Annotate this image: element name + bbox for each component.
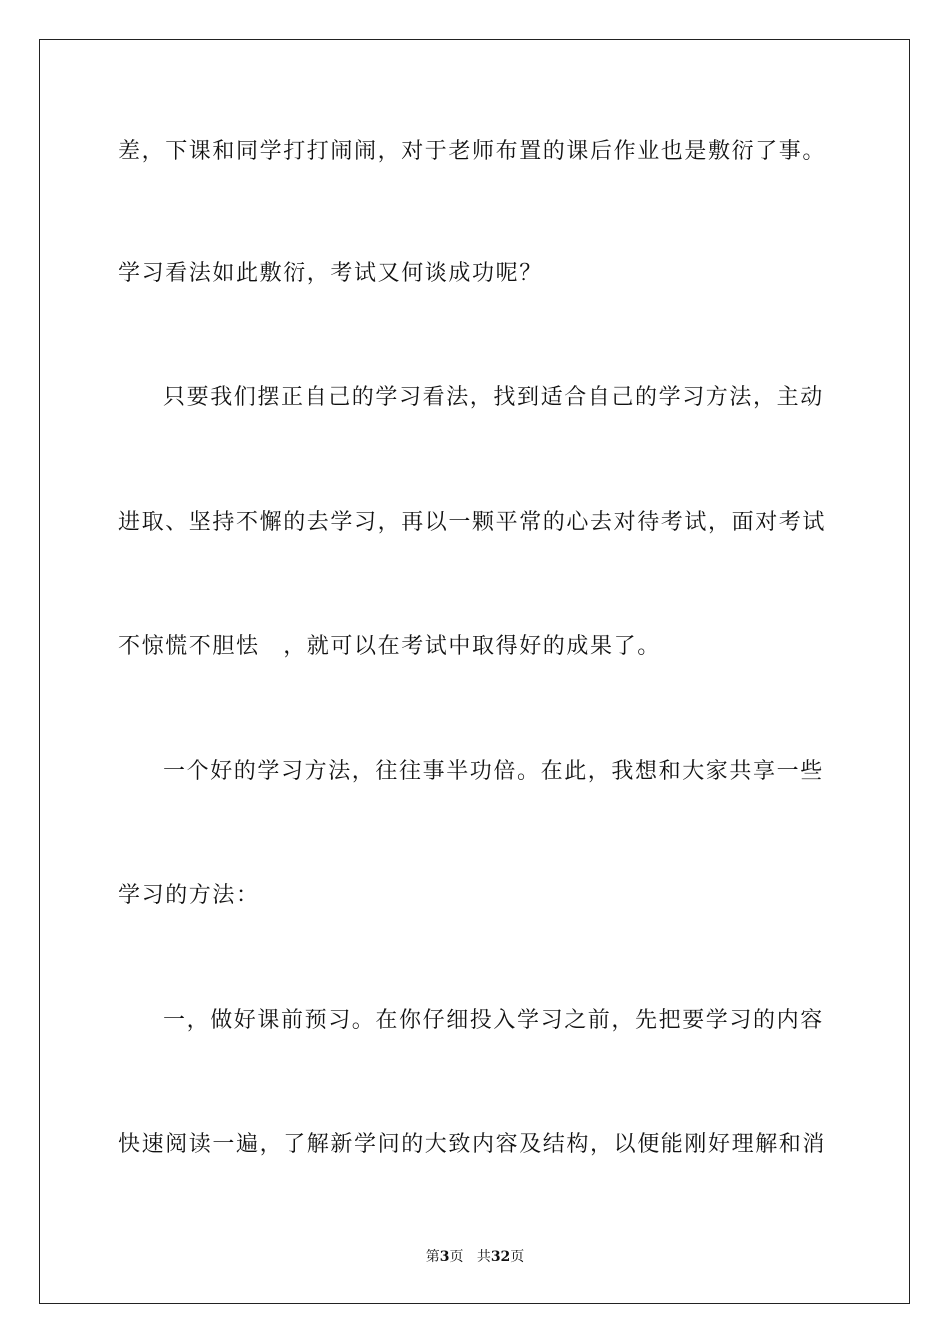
page-footer (0, 1247, 950, 1267)
page-suffix: 页 (449, 1249, 464, 1265)
text-line: 学习的方法： (118, 883, 260, 908)
page-border (39, 39, 910, 1304)
paragraph-start-line: 只要我们摆正自己的学习看法，找到适合自己的学习方法，主动 (163, 385, 824, 410)
text-line: 进取、坚持不懈的去学习，再以一颗平常的心去对待考试，面对考试 (118, 510, 827, 535)
page-number: 3 (439, 1249, 450, 1265)
text-line: 差，下课和同学打打闹闹，对于老师布置的课后作业也是敷衍了事。 (118, 139, 827, 164)
total-prefix: 共 (476, 1249, 491, 1265)
total-suffix: 页 (510, 1249, 525, 1265)
paragraph-start-line: 一，做好课前预习。在你仔细投入学习之前，先把要学习的内容 (163, 1008, 824, 1033)
page-prefix: 第 (425, 1249, 440, 1265)
text-line: 学习看法如此敷衍，考试又何谈成功呢？ (118, 261, 543, 286)
paragraph-start-line: 一个好的学习方法，往往事半功倍。在此，我想和大家共享一些 (163, 759, 824, 784)
text-line: 快速阅读一遍，了解新学问的大致内容及结构，以便能刚好理解和消 (118, 1132, 827, 1157)
total-pages: 32 (490, 1249, 511, 1265)
text-line: 不惊慌不胆怯 ，就可以在考试中取得好的成果了。 (118, 634, 661, 659)
